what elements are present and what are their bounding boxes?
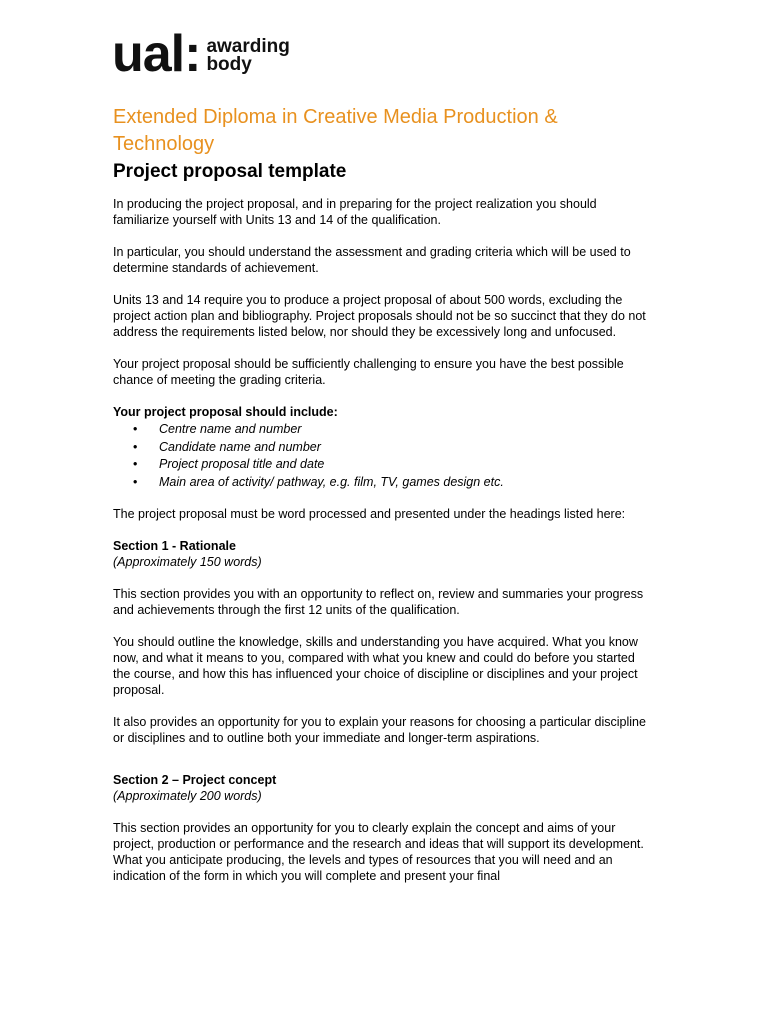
include-list-item: • Project proposal title and date: [113, 456, 653, 474]
include-list: [113, 421, 653, 491]
section-spacer: [113, 762, 653, 772]
document-title: Extended Diploma in Creative Media Production & Technology: [113, 106, 558, 155]
logo-line-2: body: [206, 56, 252, 74]
bullet-icon: •: [133, 474, 138, 489]
include-list-item: • Candidate name and number: [113, 439, 653, 457]
ual-awarding-body-logo: [112, 25, 386, 83]
section-2-heading: Section 2 – Project concept: [113, 773, 277, 787]
logo-words: [206, 38, 386, 74]
bullet-icon: •: [133, 439, 138, 454]
include-list-item: • Main area of activity/ pathway, e.g. film, TV, games design etc.: [113, 474, 653, 492]
section-1-heading: Section 1 - Rationale: [113, 539, 236, 553]
logo-line-1: awarding: [206, 38, 290, 56]
section-1-paragraph-3: It also provides an opportunity for you to explain your reasons for choosing a particular discipline or disciplines and to outline both your immediate and longer-term aspirations.: [113, 715, 646, 745]
section-1-paragraph-2: You should outline the knowledge, skills and understanding you have acquired. What you know now, and what it means to you, compared with what you knew and could do before you started the course, and how this has influenced your choice of discipline or disciplines and your project proposal.: [113, 635, 638, 697]
include-heading: Your project proposal should include:: [113, 405, 338, 419]
section-2-paragraph-1: This section provides an opportunity for you to clearly explain the concept and aims of your project, production or performance and the research and ideas that will support its development. What you anticipate producing, the levels and types of resources that you will need and an indication of the form in which you will complete and present your final: [113, 821, 644, 883]
intro-paragraph-4: Your project proposal should be sufficiently challenging to ensure you have the best possible chance of meeting the grading criteria.: [113, 357, 624, 387]
logo-mark: ual:: [112, 25, 201, 83]
section-1-word-count: (Approximately 150 words): [113, 555, 262, 569]
bullet-icon: •: [133, 422, 138, 436]
include-list-item: • Centre name and number: [113, 421, 653, 439]
bullet-icon: •: [133, 457, 138, 471]
intro-paragraph-3: Units 13 and 14 require you to produce a project proposal of about 500 words, excluding the project action plan and bibliography. Project proposals should not be so succinct that they do not address the requirements listed below, nor should they be excessively long and unfocused.: [113, 293, 646, 339]
intro-paragraph-1: In producing the project proposal, and in preparing for the project realization you should familiarize yourself with Units 13 and 14 of the qualification.: [113, 197, 597, 227]
section-2-word-count: (Approximately 200 words): [113, 789, 262, 803]
document-subtitle: Project proposal template: [113, 161, 347, 182]
intro-paragraph-2: In particular, you should understand the assessment and grading criteria which will be used to determine standards of achievement.: [113, 245, 631, 275]
headings-intro-paragraph: The project proposal must be word processed and presented under the headings listed here:: [113, 507, 626, 521]
document-content: [113, 104, 653, 900]
section-1-paragraph-1: This section provides you with an opportunity to reflect on, review and summaries your progress and achievements through the first 12 units of the qualification.: [113, 587, 644, 617]
